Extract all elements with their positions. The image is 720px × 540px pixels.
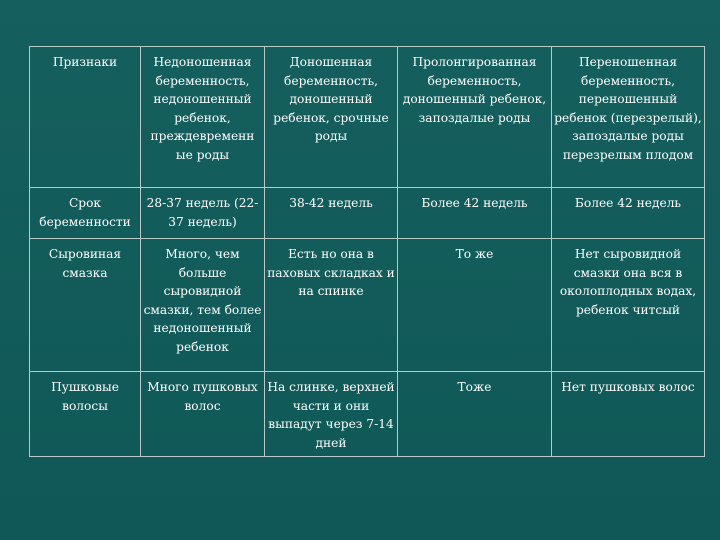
header-cell: Недоношенная беременность, недоношенный ребенок, преждевременн ые роды [141, 47, 265, 188]
header-cell: Переношенная беременность, переношенный ребенок (перезрелый), запоздалые роды перезрелым плодом [552, 47, 705, 188]
table-cell: На слинке, верхней части и они выпадут через 7-14 дней [265, 372, 398, 457]
table-cell: Сыровиная смазка [30, 239, 141, 372]
table-row [30, 239, 705, 372]
table-row [30, 372, 705, 457]
table-cell: Срок беременности [30, 188, 141, 239]
table-cell: Нет сыровидной смазки она вся в околоплодных водах, ребенок читсый [552, 239, 705, 372]
header-cell: Пролонгированная беременность, доношенный ребенок, запоздалые роды [398, 47, 552, 188]
table-cell: Много, чем больше сыровидной смазки, тем более недоношенный ребенок [141, 239, 265, 372]
table-cell: 38-42 недель [265, 188, 398, 239]
comparison-table [29, 46, 705, 457]
table-cell: Много пушковых волос [141, 372, 265, 457]
table-cell: То же [398, 239, 552, 372]
table-header-row [30, 47, 705, 188]
table-cell: Есть но она в паховых складках и на спинке [265, 239, 398, 372]
table-cell: 28-37 недель (22-37 недель) [141, 188, 265, 239]
table-cell: Более 42 недель [398, 188, 552, 239]
table-cell: Пушковые волосы [30, 372, 141, 457]
table-row [30, 188, 705, 239]
table-cell: Нет пушковых волос [552, 372, 705, 457]
header-cell: Признаки [30, 47, 141, 188]
table-cell: Более 42 недель [552, 188, 705, 239]
table-cell: Тоже [398, 372, 552, 457]
header-cell: Доношенная беременность, доношенный ребенок, срочные роды [265, 47, 398, 188]
